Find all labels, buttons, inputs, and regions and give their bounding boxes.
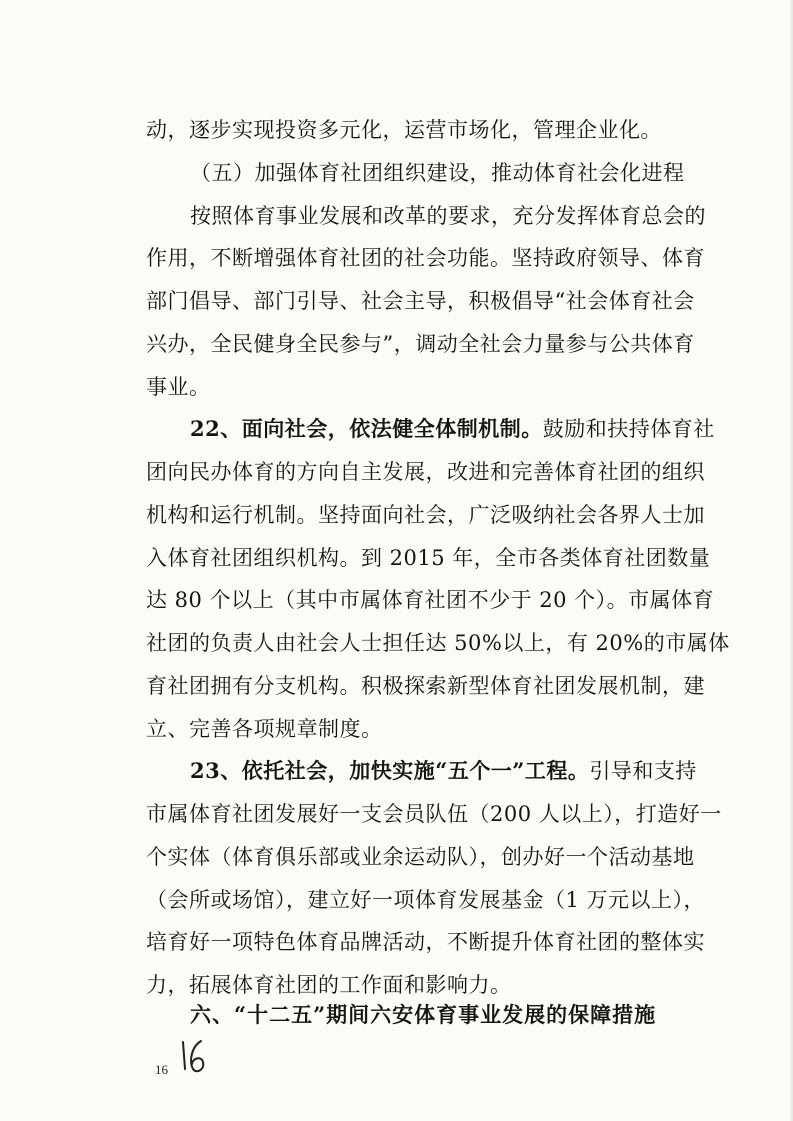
paragraph-line: 作用，不断增强体育社团的社会功能。坚持政府领导、体育 xyxy=(146,246,705,270)
paragraph-line: 兴办，全民健身全民参与”，调动全社会力量参与公共体育 xyxy=(146,332,695,356)
paragraph-line: 部门倡导、部门引导、社会主导，积极倡导“社会体育社会 xyxy=(146,289,695,313)
item-text: 鼓励和扶持体育社 xyxy=(542,417,715,441)
paragraph-line: 培育好一项特色体育品牌活动，不断提升体育社团的整体实 xyxy=(146,930,705,954)
paragraph-line: 按照体育事业发展和改革的要求，充分发挥体育总会的 xyxy=(190,204,706,228)
handwritten-page-number xyxy=(178,1037,208,1077)
item-title: 依托社会，加快实施“五个一”工程。 xyxy=(241,758,590,783)
item-22-line xyxy=(190,414,715,444)
paragraph-line: 市属体育社团发展好一支会员队伍（200 人以上），打造好一 xyxy=(146,802,722,826)
paragraph-line: 动，逐步实现投资多元化，运营市场化，管理企业化。 xyxy=(146,118,662,142)
paragraph-line: 机构和运行机制。坚持面向社会，广泛吸纳社会各界人士加 xyxy=(146,503,705,527)
paragraph-line: 力，拓展体育社团的工作面和影响力。 xyxy=(146,973,512,997)
paragraph-line: 个实体（体育俱乐部或业余运动队），创办好一个活动基地 xyxy=(146,845,695,869)
paragraph-line: 育社团拥有分支机构。积极探索新型体育社团发展机制，建 xyxy=(146,674,705,698)
chapter-heading: 六、“十二五”期间六安体育事业发展的保障措施 xyxy=(190,1002,657,1027)
section-heading: （五）加强体育社团组织建设，推动体育社会化进程 xyxy=(190,161,685,185)
paragraph-line: 入体育社团组织机构。到 2015 年，全市各类体育社团数量 xyxy=(146,546,711,570)
paragraph-line: 社团的负责人由社会人士担任达 50%以上，有 20%的市属体 xyxy=(146,631,730,655)
paragraph-line: 事业。 xyxy=(146,375,211,399)
item-text: 引导和支持 xyxy=(589,759,697,783)
paragraph-line: 立、完善各项规章制度。 xyxy=(146,717,383,741)
item-number: 22、 xyxy=(190,416,242,441)
item-23-line xyxy=(190,756,706,786)
paragraph-line: 团向民办体育的方向自主发展，改进和完善体育社团的组织 xyxy=(146,460,705,484)
item-number: 23、 xyxy=(190,758,242,783)
item-title: 面向社会，依法健全体制机制。 xyxy=(241,416,543,441)
paragraph-line: 达 80 个以上（其中市属体育社团不少于 20 个）。市属体育 xyxy=(146,588,715,612)
paragraph-line: （会所或场馆），建立好一项体育发展基金（1 万元以上）， xyxy=(146,888,706,912)
page-number: 16 xyxy=(155,1062,168,1077)
